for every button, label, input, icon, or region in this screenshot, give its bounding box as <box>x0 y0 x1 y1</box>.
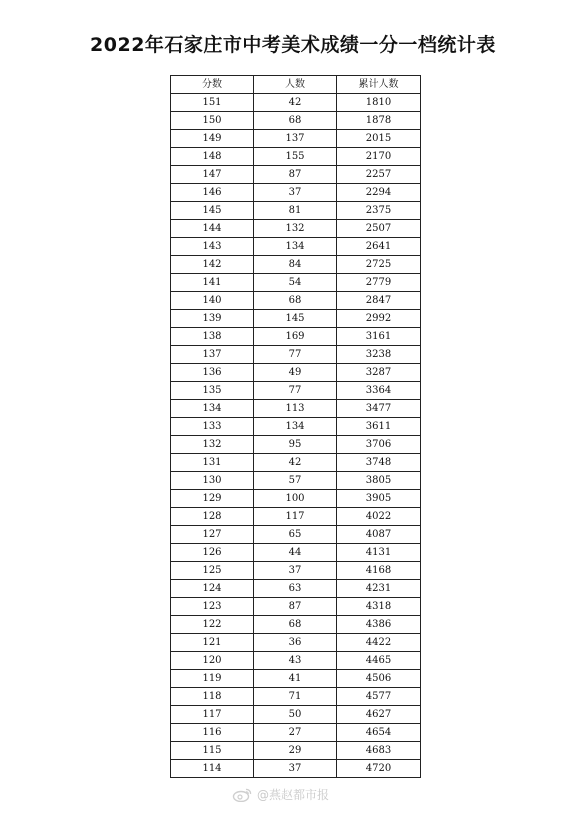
cell-cumulative: 3706 <box>337 436 421 454</box>
table-row <box>171 238 421 256</box>
cell-score: 144 <box>171 220 254 238</box>
cell-count: 44 <box>254 544 337 562</box>
table-row <box>171 652 421 670</box>
cell-count: 134 <box>254 418 337 436</box>
cell-score: 136 <box>171 364 254 382</box>
watermark <box>232 786 329 803</box>
table-row <box>171 184 421 202</box>
table-row <box>171 580 421 598</box>
cell-score: 114 <box>171 760 254 778</box>
cell-cumulative: 4022 <box>337 508 421 526</box>
cell-cumulative: 3805 <box>337 472 421 490</box>
cell-cumulative: 4087 <box>337 526 421 544</box>
page-title: 2022年石家庄市中考美术成绩一分一档统计表 <box>90 34 496 56</box>
cell-cumulative: 2725 <box>337 256 421 274</box>
cell-count: 54 <box>254 274 337 292</box>
cell-score: 140 <box>171 292 254 310</box>
cell-score: 127 <box>171 526 254 544</box>
cell-count: 37 <box>254 184 337 202</box>
cell-count: 132 <box>254 220 337 238</box>
cell-count: 37 <box>254 760 337 778</box>
header-cumulative: 累计人数 <box>337 76 421 94</box>
table-row <box>171 94 421 112</box>
table-row <box>171 616 421 634</box>
cell-score: 126 <box>171 544 254 562</box>
cell-count: 134 <box>254 238 337 256</box>
cell-score: 128 <box>171 508 254 526</box>
table-row <box>171 274 421 292</box>
cell-score: 148 <box>171 148 254 166</box>
cell-score: 149 <box>171 130 254 148</box>
table-body <box>171 94 421 778</box>
cell-cumulative: 4386 <box>337 616 421 634</box>
cell-count: 87 <box>254 598 337 616</box>
table-row <box>171 112 421 130</box>
cell-score: 131 <box>171 454 254 472</box>
cell-score: 134 <box>171 400 254 418</box>
cell-count: 37 <box>254 562 337 580</box>
cell-score: 138 <box>171 328 254 346</box>
table-row <box>171 364 421 382</box>
table-row <box>171 328 421 346</box>
cell-count: 169 <box>254 328 337 346</box>
table-row <box>171 220 421 238</box>
table-row <box>171 454 421 472</box>
table-row <box>171 598 421 616</box>
cell-count: 57 <box>254 472 337 490</box>
cell-score: 132 <box>171 436 254 454</box>
table-row <box>171 562 421 580</box>
cell-cumulative: 2257 <box>337 166 421 184</box>
cell-score: 145 <box>171 202 254 220</box>
cell-cumulative: 4654 <box>337 724 421 742</box>
cell-count: 155 <box>254 148 337 166</box>
cell-count: 63 <box>254 580 337 598</box>
cell-cumulative: 2992 <box>337 310 421 328</box>
table-row <box>171 706 421 724</box>
table-row <box>171 634 421 652</box>
cell-count: 137 <box>254 130 337 148</box>
table-row <box>171 544 421 562</box>
cell-cumulative: 4131 <box>337 544 421 562</box>
cell-score: 119 <box>171 670 254 688</box>
cell-cumulative: 3364 <box>337 382 421 400</box>
table-row <box>171 472 421 490</box>
cell-cumulative: 2294 <box>337 184 421 202</box>
table-row <box>171 418 421 436</box>
cell-cumulative: 4318 <box>337 598 421 616</box>
cell-count: 42 <box>254 94 337 112</box>
table-header-row <box>171 76 421 94</box>
table-row <box>171 724 421 742</box>
cell-cumulative: 2375 <box>337 202 421 220</box>
table-row <box>171 688 421 706</box>
cell-score: 150 <box>171 112 254 130</box>
cell-score: 151 <box>171 94 254 112</box>
table-row <box>171 508 421 526</box>
cell-cumulative: 2015 <box>337 130 421 148</box>
cell-count: 43 <box>254 652 337 670</box>
cell-score: 120 <box>171 652 254 670</box>
cell-count: 36 <box>254 634 337 652</box>
cell-score: 143 <box>171 238 254 256</box>
table-row <box>171 292 421 310</box>
table-row <box>171 256 421 274</box>
cell-score: 122 <box>171 616 254 634</box>
cell-count: 50 <box>254 706 337 724</box>
cell-count: 95 <box>254 436 337 454</box>
cell-score: 130 <box>171 472 254 490</box>
table-row <box>171 400 421 418</box>
cell-count: 84 <box>254 256 337 274</box>
table-row <box>171 670 421 688</box>
cell-cumulative: 4422 <box>337 634 421 652</box>
cell-score: 117 <box>171 706 254 724</box>
table-row <box>171 526 421 544</box>
cell-cumulative: 3477 <box>337 400 421 418</box>
cell-cumulative: 3238 <box>337 346 421 364</box>
cell-score: 124 <box>171 580 254 598</box>
cell-cumulative: 4231 <box>337 580 421 598</box>
cell-cumulative: 1810 <box>337 94 421 112</box>
cell-score: 146 <box>171 184 254 202</box>
cell-count: 100 <box>254 490 337 508</box>
cell-count: 113 <box>254 400 337 418</box>
cell-score: 141 <box>171 274 254 292</box>
cell-cumulative: 3905 <box>337 490 421 508</box>
cell-cumulative: 2847 <box>337 292 421 310</box>
cell-cumulative: 2507 <box>337 220 421 238</box>
cell-count: 65 <box>254 526 337 544</box>
cell-count: 49 <box>254 364 337 382</box>
cell-score: 123 <box>171 598 254 616</box>
cell-count: 145 <box>254 310 337 328</box>
watermark-text: @燕赵都市报 <box>257 788 330 802</box>
cell-score: 125 <box>171 562 254 580</box>
cell-score: 147 <box>171 166 254 184</box>
header-score: 分数 <box>171 76 254 94</box>
cell-score: 135 <box>171 382 254 400</box>
cell-count: 87 <box>254 166 337 184</box>
cell-count: 77 <box>254 382 337 400</box>
table-row <box>171 346 421 364</box>
cell-score: 142 <box>171 256 254 274</box>
cell-score: 137 <box>171 346 254 364</box>
table-row <box>171 436 421 454</box>
cell-cumulative: 2779 <box>337 274 421 292</box>
cell-cumulative: 4720 <box>337 760 421 778</box>
table-row <box>171 742 421 760</box>
cell-cumulative: 2170 <box>337 148 421 166</box>
cell-cumulative: 4627 <box>337 706 421 724</box>
cell-count: 68 <box>254 616 337 634</box>
header-count: 人数 <box>254 76 337 94</box>
cell-cumulative: 1878 <box>337 112 421 130</box>
cell-cumulative: 4577 <box>337 688 421 706</box>
cell-score: 118 <box>171 688 254 706</box>
cell-count: 77 <box>254 346 337 364</box>
table-row <box>171 310 421 328</box>
cell-count: 68 <box>254 292 337 310</box>
score-distribution-table <box>170 75 421 778</box>
weibo-icon <box>232 788 252 802</box>
cell-cumulative: 3287 <box>337 364 421 382</box>
cell-count: 27 <box>254 724 337 742</box>
cell-cumulative: 4506 <box>337 670 421 688</box>
table-row <box>171 490 421 508</box>
cell-cumulative: 3748 <box>337 454 421 472</box>
cell-score: 121 <box>171 634 254 652</box>
cell-cumulative: 3611 <box>337 418 421 436</box>
cell-cumulative: 4683 <box>337 742 421 760</box>
cell-count: 29 <box>254 742 337 760</box>
cell-count: 68 <box>254 112 337 130</box>
cell-score: 116 <box>171 724 254 742</box>
cell-score: 115 <box>171 742 254 760</box>
cell-score: 129 <box>171 490 254 508</box>
table-row <box>171 202 421 220</box>
table-row <box>171 148 421 166</box>
cell-cumulative: 3161 <box>337 328 421 346</box>
table-row <box>171 760 421 778</box>
table-row <box>171 382 421 400</box>
cell-cumulative: 4168 <box>337 562 421 580</box>
cell-count: 71 <box>254 688 337 706</box>
table-row <box>171 166 421 184</box>
table-row <box>171 130 421 148</box>
cell-count: 117 <box>254 508 337 526</box>
cell-count: 81 <box>254 202 337 220</box>
cell-cumulative: 2641 <box>337 238 421 256</box>
cell-score: 139 <box>171 310 254 328</box>
cell-count: 42 <box>254 454 337 472</box>
cell-cumulative: 4465 <box>337 652 421 670</box>
cell-score: 133 <box>171 418 254 436</box>
cell-count: 41 <box>254 670 337 688</box>
